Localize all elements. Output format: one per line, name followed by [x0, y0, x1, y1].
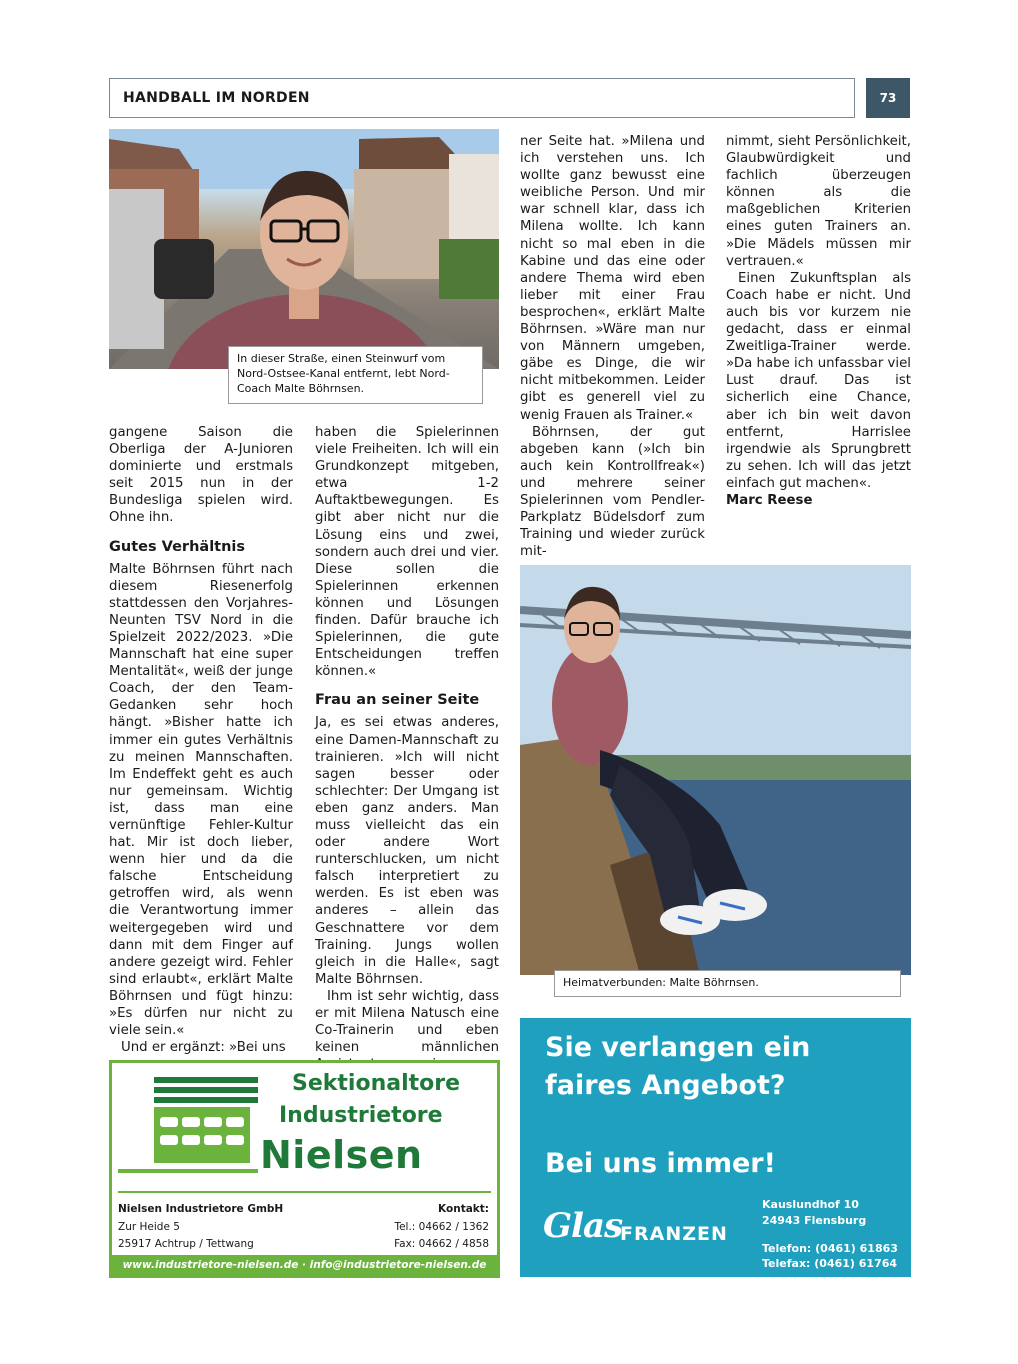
article-column-4	[726, 133, 911, 509]
article-subheading: Gutes Verhältnis	[109, 538, 246, 555]
ad-nielsen-industrietore[interactable]	[109, 1060, 500, 1278]
ad-headline-line3: Bei uns immer!	[545, 1148, 776, 1179]
ad-address-street: Kauslundhof 10	[762, 1198, 859, 1211]
ad-contact-label: Kontakt:	[438, 1203, 489, 1215]
garage-door-logo-icon	[118, 1069, 258, 1179]
ad-street: Zur Heide 5	[118, 1221, 180, 1233]
article-paragraph: gangene Saison die Oberliga der A-Junioren dominierte und erstmals seit 2015 nun in der Bundesliga spielen wird. Ohne ihn.	[109, 425, 293, 526]
ad-fax: Fax: 04662 / 4858	[394, 1238, 489, 1250]
ad-phone: Tel.: 04662 / 1362	[394, 1221, 489, 1233]
article-paragraph: Ja, es sei etwas anderes, eine Damen-Mannschaft zu trainieren. »Ich will nicht sagen besser oder schlechter: Der Umgang ist eben ganz anders. Man muss vielleicht das ein oder andere Wort runterschlucken, um nicht falsch interpretiert zu werden. Es ist eben was anderes – allein das Geschnattere vor dem Training. Jungs wollen gleich in die Halle«, sagt Malte Böhrnsen.	[315, 715, 499, 987]
ad-headline-line1: Sie verlangen ein	[545, 1032, 811, 1063]
article-paragraph: Ihm ist sehr wichtig, dass er mit Milena Natusch eine Co-Trainerin und eben keinen männlichen	[315, 988, 499, 1056]
ad-slogan-sektionaltore: Sektionaltore	[292, 1071, 461, 1096]
article-paragraph: Malte Böhrnsen führt nach diesem Riesenerfolg stattdessen den Vorjahres-Neunten TSV Nord in die Spielzeit 2022/2023. »Die Mannschaft hat eine super Mentalität«, weiß der junge Coach, der den Team-Gedanken sehr hoch hängt. »Bisher hatte ich immer ein gutes Verhältnis zu meinen Mannschaften. Im Endeffekt geht es auch nur gemeinsam. Wichtig ist, dass man eine vernünftige Fehler-Kultur hat. Mir ist doch lieber, wenn hier und da die falsche Entscheidung getroffen wird, als wenn die Verantwortung immer weitergegeben wird und dann mit dem Finger auf andere gezeigt wird. Fehler sind erlaubt«, erklärt Malte Böhrnsen und fügt hinzu: »Es dürfen nur nicht zu viele sein.«	[109, 561, 293, 1039]
article-paragraph: nimmt, sieht Persönlichkeit, Glaubwürdigkeit und fachlich überzeugen können als die maßgeblichen Kriterien eines guten Trainers an. »Die Mädels müssen mir vertrauen.«	[726, 134, 911, 269]
photo2-caption: Heimatverbunden: Malte Böhrnsen.	[554, 970, 901, 997]
ad-fax: Telefax: (0461) 61764	[762, 1257, 898, 1270]
photo1-caption: In dieser Straße, einen Steinwurf vom Nord-Ostsee-Kanal entfernt, lebt Nord-Coach Malte Böhrnsen.	[228, 346, 483, 404]
ad-headline-line2: faires Angebot?	[545, 1070, 786, 1101]
ad-company-name: Nielsen Industrietore GmbH	[118, 1203, 284, 1215]
ad-glas-franzen[interactable]	[520, 1018, 911, 1277]
ad-web-email-link[interactable]: www.industrietore-nielsen.de · info@industrietore-nielsen.de	[112, 1255, 497, 1275]
ad-divider	[118, 1191, 491, 1193]
ad-slogan-industrietore: Industrietore	[279, 1103, 443, 1128]
ad-address-city: 24943 Flensburg	[762, 1214, 867, 1227]
article-column-3	[520, 133, 705, 560]
page-number: 73	[866, 78, 910, 118]
section-title: HANDBALL IM NORDEN	[123, 90, 310, 106]
photo-canal-illustration	[520, 565, 911, 975]
article-paragraph: Böhrnsen, der gut abgeben kann (»Ich bin auch kein Kontrollfreak«) und mehrere seiner Spielerinnen vom Pendler-Parkplatz Büdelsdorf zum Training und wieder zurück mit-	[520, 424, 705, 560]
ad-logo-script: Glas	[543, 1206, 623, 1246]
section-header	[109, 78, 855, 118]
ad-phone: Telefon: (0461) 61863	[762, 1242, 898, 1255]
article-subheading: Frau an seiner Seite	[315, 692, 480, 709]
ad-logo-word: FRANZEN	[620, 1223, 728, 1245]
ad-city: 25917 Achtrup / Tettwang	[118, 1238, 254, 1250]
article-paragraph: haben die Spielerinnen viele Freiheiten. Ich will ein Grundkonzept mitgeben, etwa 1-2 Auftaktbewegungen. Es gibt aber nicht nur die Lösung eins und zwei, sondern auch drei und vier. Diese sollen die Spielerinnen erkennen können und Lösungen finden. Dafür brauche ich Spielerinnen, die gute Entscheidungen treffen können.«	[315, 425, 499, 680]
photo-street-illustration	[109, 129, 499, 369]
article-paragraph: Einen Zukunftsplan als Coach habe er nicht. Und auch bis vor kurzem nie gedacht, dass er einmal Zweitliga-Trainer werde. »Da habe ich unfassbar viel Lust drauf. Das ist sicherlich eine Chance, aber ich bin weit davon entfernt, Harrislee irgendwie als Sprungbrett zu sehen. Ich will das jetzt einfach gut machen«.	[726, 270, 911, 491]
article-paragraph: Und er ergänzt: »Bei uns	[121, 1040, 286, 1056]
article-column-2	[315, 424, 499, 1073]
article-column-1	[109, 424, 293, 1056]
ad-brand-nielsen: Nielsen	[260, 1133, 423, 1177]
photo-street-portrait	[109, 129, 499, 369]
article-author: Marc Reese	[726, 492, 813, 508]
photo-canal-portrait	[520, 565, 911, 975]
article-paragraph: ner Seite hat. »Milena und ich verstehen uns. Ich wollte ganz bewusst eine weibliche Person. Und mir war schnell klar, dass ich Milena wollte. Ich kann nicht so mal eben in die Kabine und das eine oder andere Thema wird eben lieber mit einer Frau besprochen«, erklärt Malte Böhrnsen. »Wäre man nur von Männern umgeben, gäbe es Dinge, die wir nicht mitbekommen. Leider gibt es generell viel zu wenig Frauen als Trainer.«	[520, 134, 705, 423]
